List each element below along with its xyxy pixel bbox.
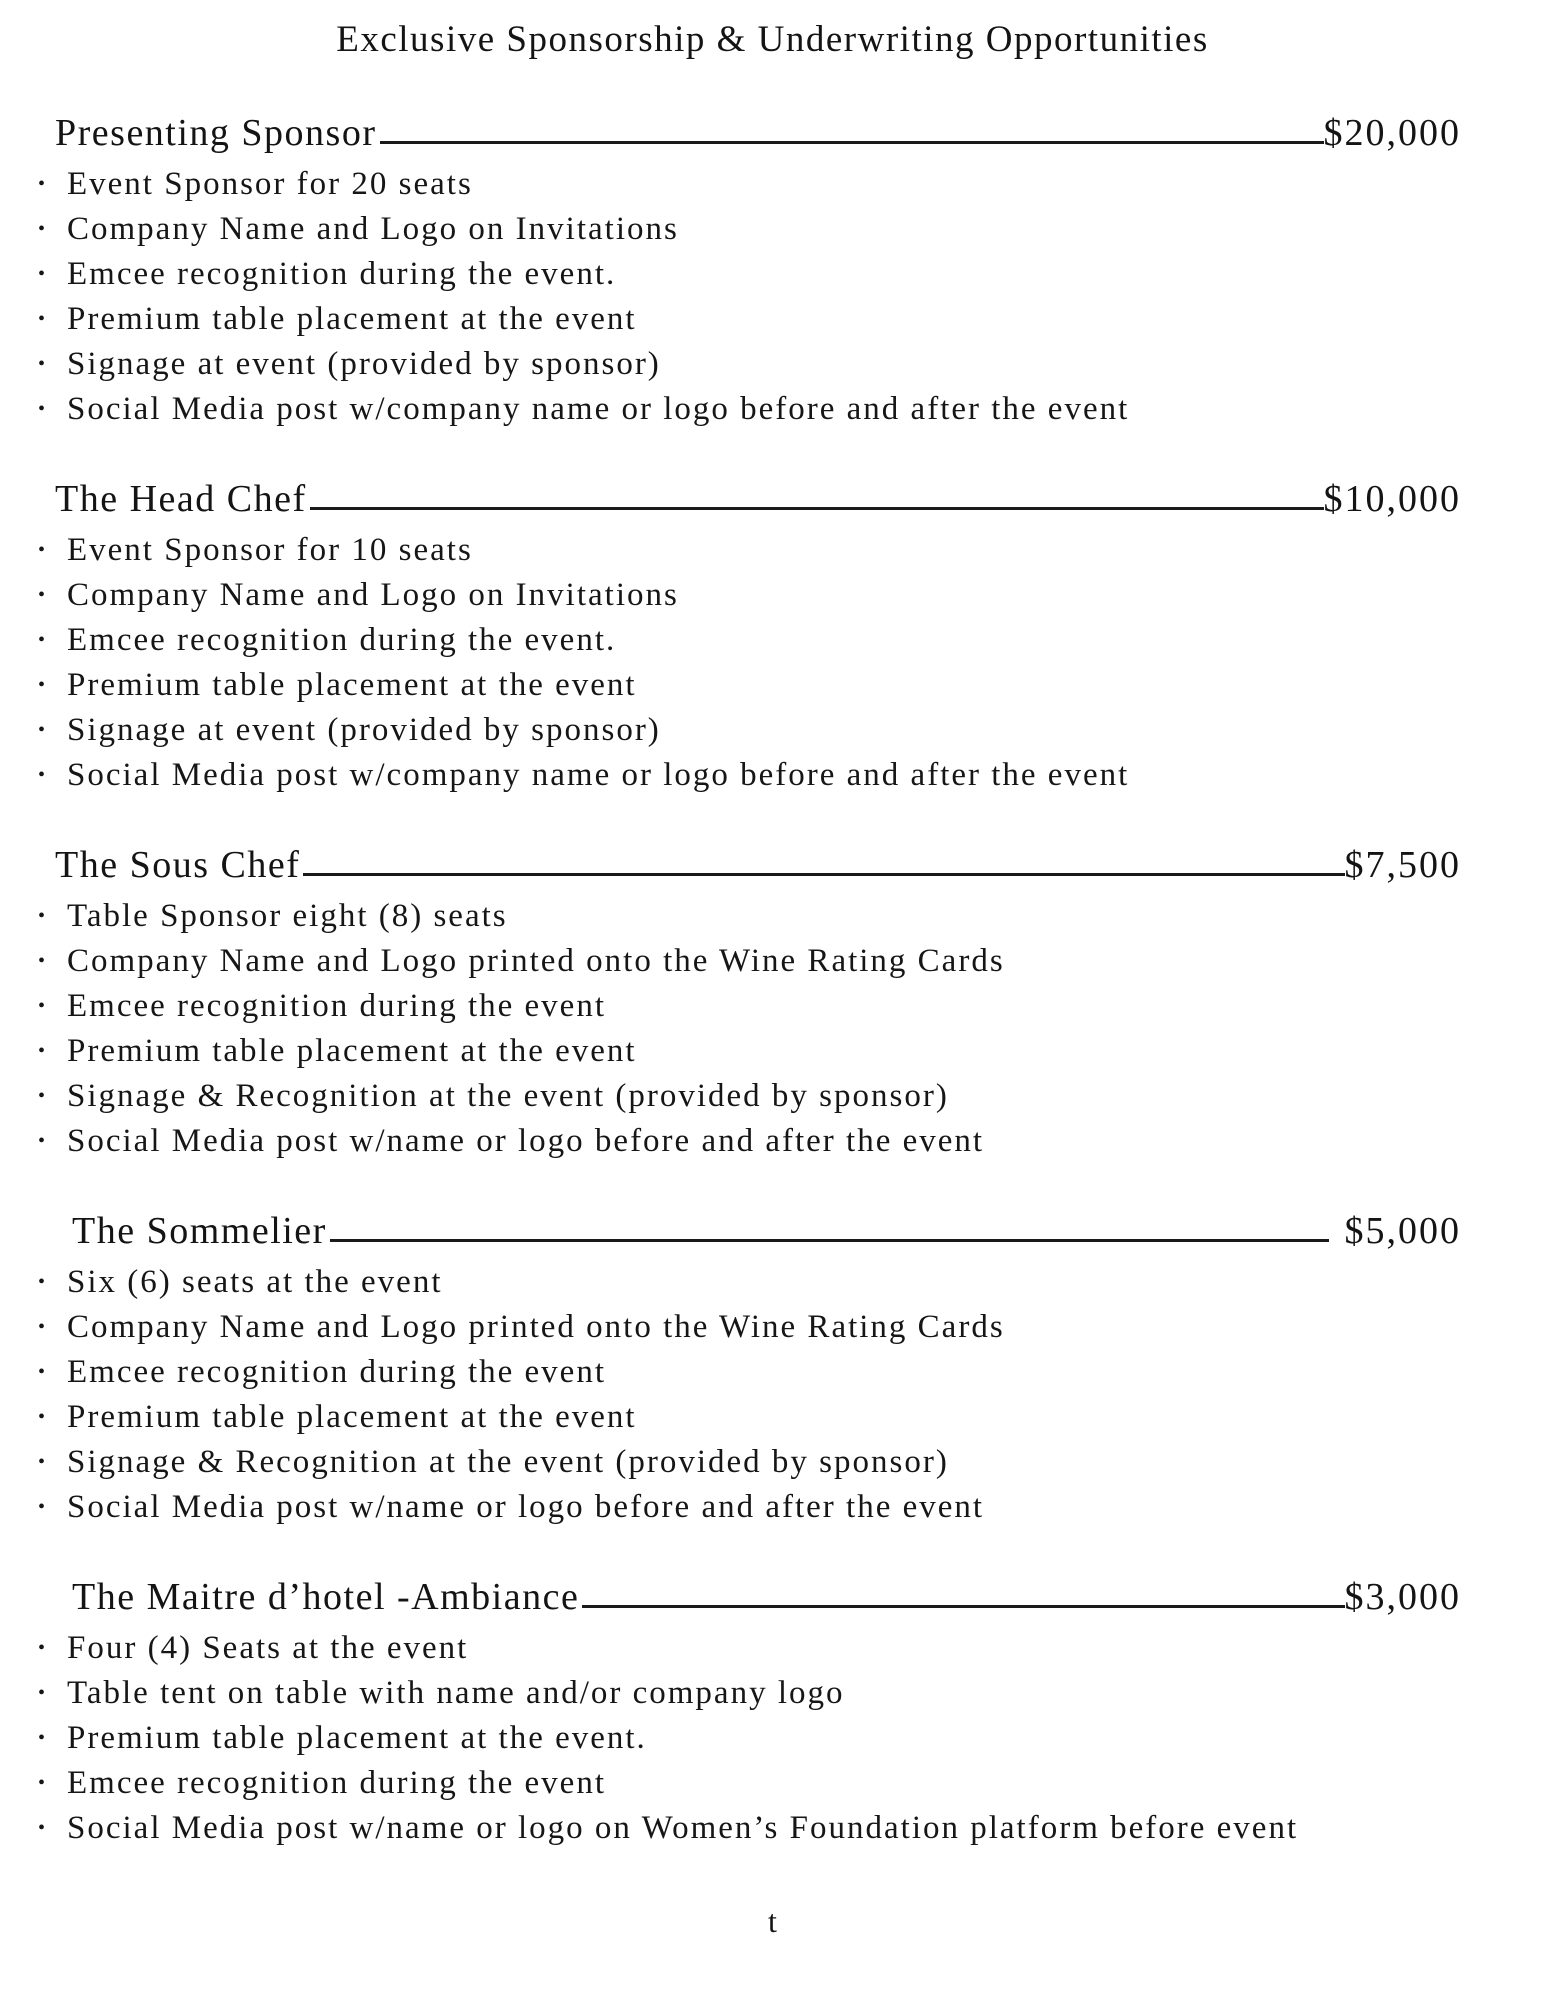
benefit-item: • Company Name and Logo on Invitations [38, 573, 1545, 618]
benefit-item: • Emcee recognition during the event [38, 1350, 1545, 1395]
benefit-item: • Social Media post w/company name or logo before and after the event [38, 387, 1545, 432]
section-price: $5,000 [1344, 1210, 1461, 1252]
fill-in-line [582, 1605, 1344, 1608]
section-title: The Sous Chef [55, 844, 301, 886]
benefit-item: • Six (6) seats at the event [38, 1260, 1545, 1305]
benefit-item: • Four (4) Seats at the event [38, 1626, 1545, 1671]
sponsor-section [0, 474, 1545, 798]
benefit-item: • Emcee recognition during the event [38, 984, 1545, 1029]
sections-container [0, 108, 1545, 1851]
sponsor-section [0, 1206, 1545, 1530]
benefit-item: • Premium table placement at the event [38, 1395, 1545, 1440]
section-heading-row [0, 1572, 1545, 1622]
sponsor-section [0, 840, 1545, 1164]
section-title: The Maitre d’hotel -Ambiance [72, 1576, 580, 1618]
section-price: $3,000 [1344, 1576, 1461, 1618]
benefit-item: • Signage at event (provided by sponsor) [38, 708, 1545, 753]
benefit-item: • Signage at event (provided by sponsor) [38, 342, 1545, 387]
benefit-item: • Premium table placement at the event. [38, 1716, 1545, 1761]
benefit-item: • Signage & Recognition at the event (provided by sponsor) [38, 1074, 1545, 1119]
benefit-item: • Table tent on table with name and/or company logo [38, 1671, 1545, 1716]
benefit-item: • Premium table placement at the event [38, 1029, 1545, 1074]
footer-text: t [768, 1903, 777, 1939]
page-title: Exclusive Sponsorship & Underwriting Opportunities [336, 19, 1209, 60]
fill-in-line [310, 507, 1324, 510]
section-title: The Head Chef [55, 478, 307, 520]
fill-in-line [330, 1239, 1329, 1242]
benefit-list [0, 528, 1545, 798]
benefit-item: • Company Name and Logo printed onto the Wine Rating Cards [38, 939, 1545, 984]
benefit-item: • Social Media post w/name or logo before and after the event [38, 1485, 1545, 1530]
benefit-item: • Emcee recognition during the event. [38, 618, 1545, 663]
fill-in-line [380, 141, 1324, 144]
benefit-list [0, 162, 1545, 432]
section-price: $20,000 [1323, 112, 1461, 154]
benefit-item: • Company Name and Logo on Invitations [38, 207, 1545, 252]
benefit-item: • Table Sponsor eight (8) seats [38, 894, 1545, 939]
benefit-item: • Company Name and Logo printed onto the Wine Rating Cards [38, 1305, 1545, 1350]
sponsor-section [0, 108, 1545, 432]
benefit-item: • Emcee recognition during the event [38, 1761, 1545, 1806]
section-price: $10,000 [1323, 478, 1461, 520]
benefit-list [0, 1626, 1545, 1851]
benefit-item: • Event Sponsor for 20 seats [38, 162, 1545, 207]
benefit-list [0, 894, 1545, 1164]
benefit-item: • Premium table placement at the event [38, 297, 1545, 342]
section-heading-row [0, 1206, 1545, 1256]
benefit-list [0, 1260, 1545, 1530]
section-price: $7,500 [1344, 844, 1461, 886]
section-heading-row [0, 840, 1545, 890]
section-title: The Sommelier [72, 1210, 327, 1252]
benefit-item: • Social Media post w/company name or logo before and after the event [38, 753, 1545, 798]
benefit-item: • Emcee recognition during the event. [38, 252, 1545, 297]
benefit-item: • Premium table placement at the event [38, 663, 1545, 708]
sponsor-section [0, 1572, 1545, 1851]
fill-in-line [303, 873, 1344, 876]
section-heading-row [0, 474, 1545, 524]
section-title: Presenting Sponsor [55, 112, 377, 154]
section-heading-row [0, 108, 1545, 158]
benefit-item: • Social Media post w/name or logo before and after the event [38, 1119, 1545, 1164]
benefit-item: • Social Media post w/name or logo on Women’s Foundation platform before event [38, 1806, 1545, 1851]
benefit-item: • Event Sponsor for 10 seats [38, 528, 1545, 573]
benefit-item: • Signage & Recognition at the event (provided by sponsor) [38, 1440, 1545, 1485]
